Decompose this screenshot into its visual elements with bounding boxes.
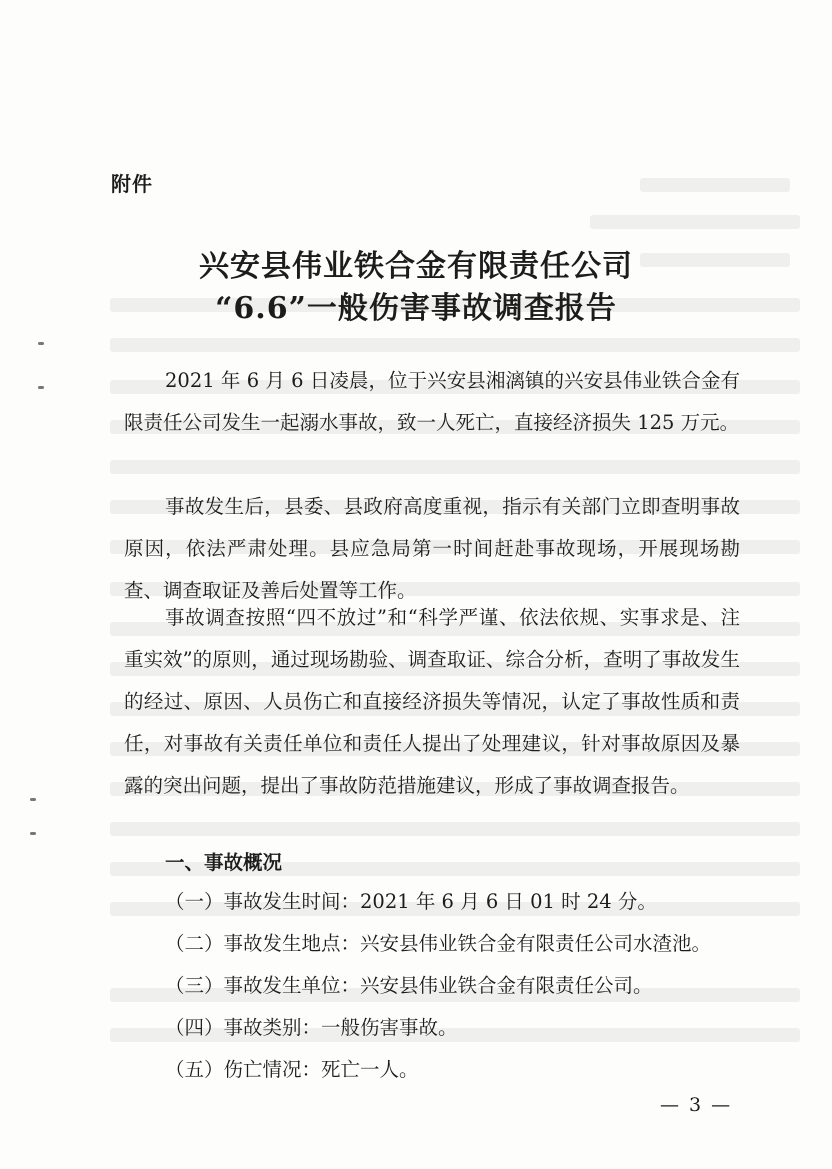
section-heading-overview: 一、事故概况 [165,851,283,874]
page-number: — 3 — [660,1094,733,1116]
intro-paragraph: 2021 年 6 月 6 日凌晨，位于兴安县湘漓镇的兴安县伟业铁合金有限责任公司发生一起溺水事故，致一人死亡，直接经济损失 125 万元。 [124,369,740,434]
attachment-label: 附件 [111,172,153,196]
overview-item-unit: （三）事故发生单位：兴安县伟业铁合金有限责任公司。 [165,974,653,997]
response-paragraph: 事故发生后，县委、县政府高度重视，指示有关部门立即查明事故原因，依法严肃处理。县应急局第一时间赶赴事故现场，开展现场勘查、调查取证及善后处置等工作。 [124,495,740,602]
scan-speck [38,342,44,345]
report-title-line-2: “6.6”一般伤害事故调查报告 [215,291,617,326]
scan-speck [38,386,44,389]
scan-speck [30,832,36,835]
scan-speck [30,798,36,801]
investigation-paragraph: 事故调查按照“四不放过”和“科学严谨、依法依规、实事求是、注重实效”的原则，通过现场勘验、调查取证、综合分析，查明了事故发生的经过、原因、人员伤亡和直接经济损失等情况，认定了事故性质和责任，对事故有关责任单位和责任人提出了处理建议，针对事故原因及暴露的突出问题，提出了事故防范措施建议，形成了事故调查报告。 [124,606,740,797]
report-title-line-1: 兴安县伟业铁合金有限责任公司 [199,249,633,284]
overview-item-location: （二）事故发生地点：兴安县伟业铁合金有限责任公司水渣池。 [165,932,712,955]
overview-item-time: （一）事故发生时间：2021 年 6 月 6 日 01 时 24 分。 [165,890,657,913]
overview-item-casualties: （五）伤亡情况：死亡一人。 [165,1058,419,1081]
overview-item-category: （四）事故类别：一般伤害事故。 [165,1016,458,1039]
